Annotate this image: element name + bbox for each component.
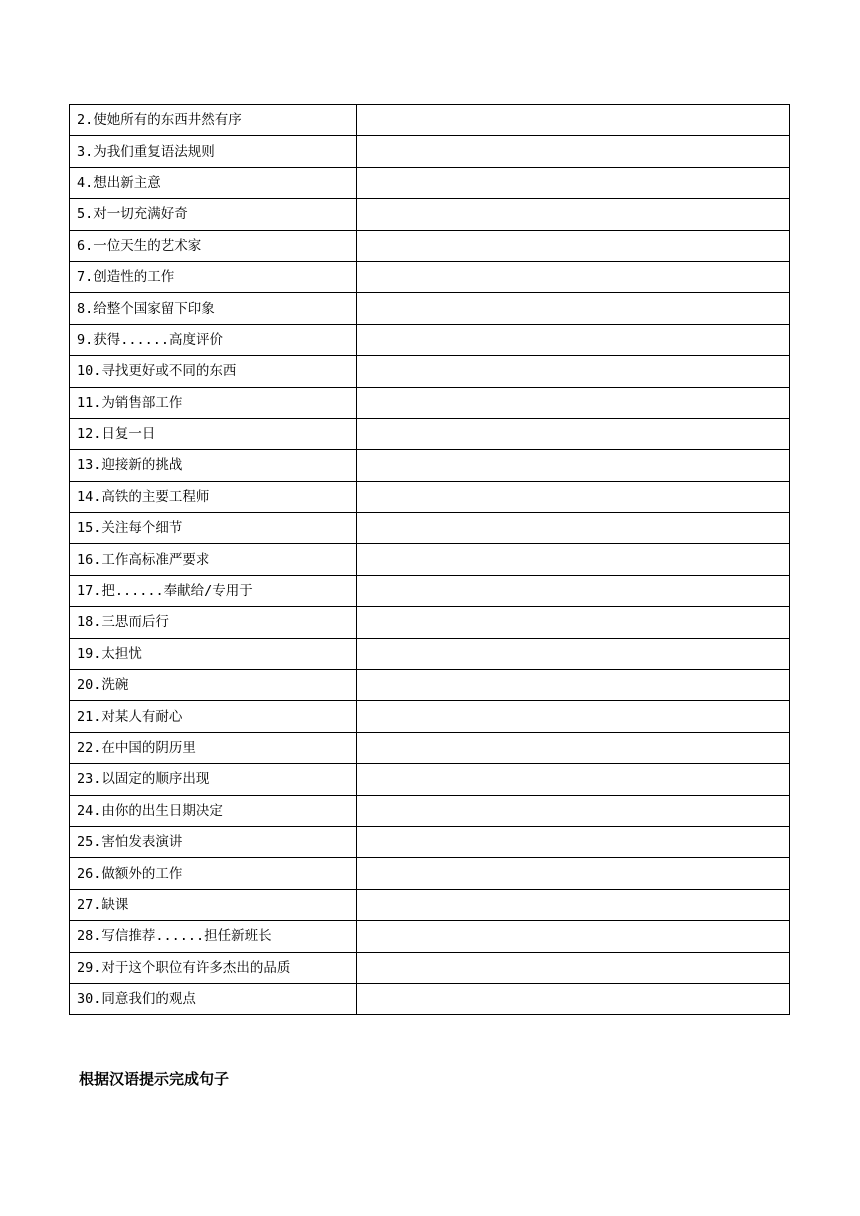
phrase-prompt-cell: 6.一位天生的艺术家 <box>70 230 357 261</box>
phrase-translation-table <box>69 104 790 1015</box>
phrase-prompt-cell: 24.由你的出生日期决定 <box>70 795 357 826</box>
answer-cell[interactable] <box>357 481 790 512</box>
table-row <box>70 670 790 701</box>
table-row <box>70 230 790 261</box>
phrase-prompt-cell: 12.日复一日 <box>70 418 357 449</box>
table-row <box>70 732 790 763</box>
table-row <box>70 293 790 324</box>
phrase-prompt-cell: 20.洗碗 <box>70 670 357 701</box>
phrase-prompt-cell: 2.使她所有的东西井然有序 <box>70 105 357 136</box>
phrase-prompt-cell: 28.写信推荐......担任新班长 <box>70 921 357 952</box>
phrase-prompt-cell: 29.对于这个职位有许多杰出的品质 <box>70 952 357 983</box>
table-row <box>70 356 790 387</box>
table-row <box>70 858 790 889</box>
phrase-prompt-cell: 26.做额外的工作 <box>70 858 357 889</box>
answer-cell[interactable] <box>357 826 790 857</box>
answer-cell[interactable] <box>357 356 790 387</box>
answer-cell[interactable] <box>357 105 790 136</box>
phrase-prompt-cell: 30.同意我们的观点 <box>70 983 357 1014</box>
phrase-prompt-cell: 13.迎接新的挑战 <box>70 450 357 481</box>
phrase-prompt-cell: 3.为我们重复语法规则 <box>70 136 357 167</box>
table-row <box>70 764 790 795</box>
table-row <box>70 607 790 638</box>
table-row <box>70 261 790 292</box>
answer-cell[interactable] <box>357 167 790 198</box>
phrase-prompt-cell: 4.想出新主意 <box>70 167 357 198</box>
phrase-prompt-cell: 14.高铁的主要工程师 <box>70 481 357 512</box>
phrase-prompt-cell: 7.创造性的工作 <box>70 261 357 292</box>
table-row <box>70 324 790 355</box>
table-row <box>70 136 790 167</box>
phrase-prompt-cell: 5.对一切充满好奇 <box>70 199 357 230</box>
answer-cell[interactable] <box>357 732 790 763</box>
answer-cell[interactable] <box>357 136 790 167</box>
table-row <box>70 167 790 198</box>
phrase-prompt-cell: 8.给整个国家留下印象 <box>70 293 357 324</box>
table-row <box>70 983 790 1014</box>
table-row <box>70 544 790 575</box>
answer-cell[interactable] <box>357 199 790 230</box>
phrase-prompt-cell: 10.寻找更好或不同的东西 <box>70 356 357 387</box>
phrase-prompt-cell: 16.工作高标准严要求 <box>70 544 357 575</box>
answer-cell[interactable] <box>357 513 790 544</box>
answer-cell[interactable] <box>357 418 790 449</box>
table-row <box>70 826 790 857</box>
table-row <box>70 199 790 230</box>
phrase-prompt-cell: 25.害怕发表演讲 <box>70 826 357 857</box>
answer-cell[interactable] <box>357 324 790 355</box>
table-row <box>70 513 790 544</box>
answer-cell[interactable] <box>357 889 790 920</box>
table-row <box>70 795 790 826</box>
answer-cell[interactable] <box>357 795 790 826</box>
answer-cell[interactable] <box>357 921 790 952</box>
table-row <box>70 889 790 920</box>
answer-cell[interactable] <box>357 293 790 324</box>
phrase-prompt-cell: 23.以固定的顺序出现 <box>70 764 357 795</box>
answer-cell[interactable] <box>357 575 790 606</box>
answer-cell[interactable] <box>357 230 790 261</box>
answer-cell[interactable] <box>357 450 790 481</box>
table-row <box>70 481 790 512</box>
phrase-prompt-cell: 17.把......奉献给/专用于 <box>70 575 357 606</box>
answer-cell[interactable] <box>357 701 790 732</box>
answer-cell[interactable] <box>357 858 790 889</box>
table-row <box>70 575 790 606</box>
answer-cell[interactable] <box>357 544 790 575</box>
table-row <box>70 450 790 481</box>
answer-cell[interactable] <box>357 764 790 795</box>
table-row <box>70 105 790 136</box>
table-body <box>70 105 790 1015</box>
table-row <box>70 387 790 418</box>
answer-cell[interactable] <box>357 607 790 638</box>
table-row <box>70 418 790 449</box>
table-row <box>70 701 790 732</box>
answer-cell[interactable] <box>357 670 790 701</box>
answer-cell[interactable] <box>357 983 790 1014</box>
answer-cell[interactable] <box>357 952 790 983</box>
phrase-prompt-cell: 19.太担忧 <box>70 638 357 669</box>
phrase-prompt-cell: 9.获得......高度评价 <box>70 324 357 355</box>
answer-cell[interactable] <box>357 261 790 292</box>
section-heading: 根据汉语提示完成句子 <box>79 1070 230 1088</box>
table-row <box>70 921 790 952</box>
phrase-prompt-cell: 15.关注每个细节 <box>70 513 357 544</box>
phrase-prompt-cell: 18.三思而后行 <box>70 607 357 638</box>
table-row <box>70 638 790 669</box>
phrase-prompt-cell: 27.缺课 <box>70 889 357 920</box>
phrase-prompt-cell: 21.对某人有耐心 <box>70 701 357 732</box>
answer-cell[interactable] <box>357 638 790 669</box>
phrase-prompt-cell: 11.为销售部工作 <box>70 387 357 418</box>
phrase-prompt-cell: 22.在中国的阴历里 <box>70 732 357 763</box>
answer-cell[interactable] <box>357 387 790 418</box>
table-row <box>70 952 790 983</box>
